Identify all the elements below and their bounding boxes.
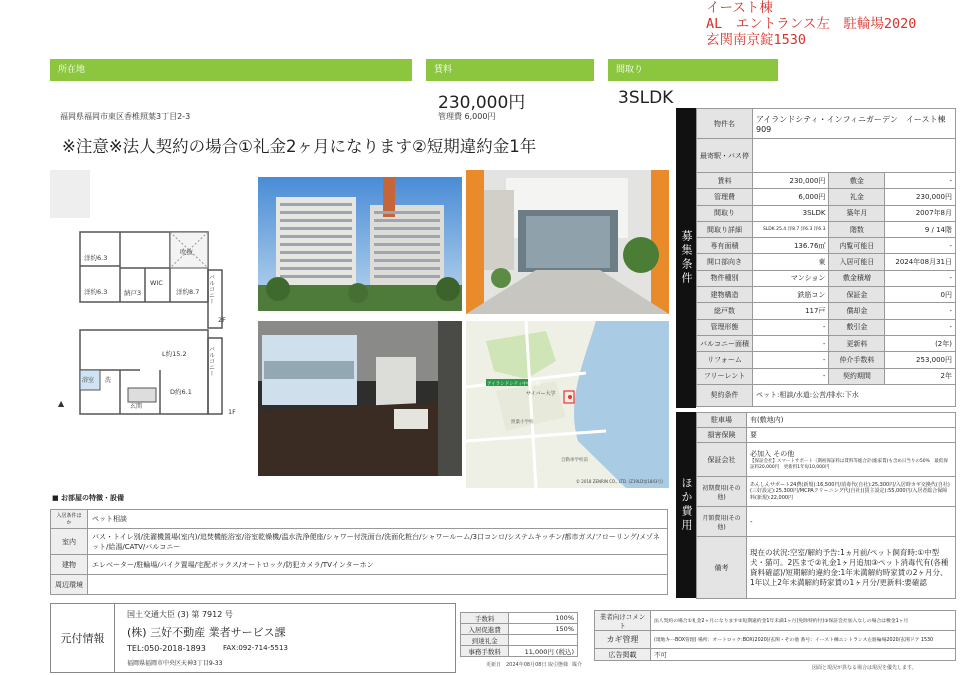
spec-row xyxy=(697,205,956,221)
rent-value: 230,000円 xyxy=(438,93,526,113)
monthly-label: 月額費用(その他) xyxy=(697,507,747,537)
spec-row xyxy=(697,173,956,189)
spec-table xyxy=(696,108,956,407)
location-map[interactable] xyxy=(466,321,669,488)
spec-value: 6,000円 xyxy=(753,189,829,205)
photo-interior xyxy=(258,321,462,476)
updated-date: 更新日 2024年08月08日 xyxy=(486,662,547,668)
spec-row xyxy=(697,319,956,335)
parking-value: 有(敷地内) xyxy=(747,413,956,428)
spec-value: - xyxy=(885,303,956,319)
room-label: バルコニー xyxy=(207,346,215,376)
spec-label: 開口部向き xyxy=(697,254,753,270)
key-value: (現地キーBOX管理) 場所：オートロック:BOX(2020)/玄関・その他 番号：イースト棟エントランス左駐輪場2020/玄関ドア 1530 xyxy=(651,631,956,649)
spec-value: - xyxy=(753,319,829,335)
feature-value: ペット相談 xyxy=(88,510,668,529)
location-header: 所在地 xyxy=(50,59,412,81)
guarantee-value: 必加入 その他 xyxy=(750,449,795,458)
spec-label: 総戸数 xyxy=(697,303,753,319)
monthly-value: - xyxy=(747,507,956,537)
guarantee-detail: 【保証会社】スマートサポート（期初保証料は賃料等総合計(総家賃)も含め日当りの50% 最低保証料20,000円 更新料1年毎10,000円 xyxy=(750,458,948,470)
memo-line-2: AL エントランス左 駐輪場2020 xyxy=(706,16,917,32)
spec-row xyxy=(697,368,956,384)
spec-value: 3SLDK xyxy=(753,205,829,221)
spec-label: 管理形態 xyxy=(697,319,753,335)
spec-value: - xyxy=(753,352,829,368)
spec-label: 償却金 xyxy=(829,303,885,319)
spec-label: 賃料 xyxy=(697,173,753,189)
spec-row xyxy=(697,303,956,319)
feature-label: 周辺環境 xyxy=(51,575,88,595)
ad-value: 不可 xyxy=(651,649,956,661)
conditions-label: 契約条件 xyxy=(697,384,753,406)
spec-label: 築年月 xyxy=(829,205,885,221)
spec-value: 2024年08月31日 xyxy=(885,254,956,270)
parking-label: 駐車場 xyxy=(697,413,747,428)
rent-header: 賃料 xyxy=(426,59,594,81)
room-label: 洗 xyxy=(105,377,112,384)
feature-value xyxy=(88,575,668,595)
spec-value: 2年 xyxy=(885,368,956,384)
spec-label: 入居可能日 xyxy=(829,254,885,270)
map-copyright: © 2018 ZENRIN CO., LTD. (Z19LD第1843号) xyxy=(576,479,663,484)
room-label: D約6.1 xyxy=(170,388,192,396)
spec-label: バルコニー面積 xyxy=(697,335,753,351)
notice-text: ※注意※法人契約の場合①礼金2ヶ月になります②短期違約金1年 xyxy=(62,137,537,156)
fee-label: 到達礼金 xyxy=(461,635,509,646)
other-costs-table xyxy=(696,412,956,599)
fee-label: 手数料 xyxy=(461,613,509,624)
map-label: サイバー大学 xyxy=(526,391,556,397)
spec-label: 敷金 xyxy=(829,173,885,189)
fee-label: 入居促進費 xyxy=(461,624,509,635)
broker-value: 媒介 xyxy=(572,662,583,668)
ad-label: 広告掲載 xyxy=(595,649,651,661)
spec-row xyxy=(697,352,956,368)
guarantee-label: 保証会社 xyxy=(697,443,747,477)
features-table xyxy=(50,509,668,595)
feature-value: バス・トイレ別/洗濯機置場(室内)/追焚機能浴室/浴室乾燥機/温水洗浄便座/シャワー付洗面台/洗面化粧台/シャワールーム/3口コンロ/システムキッチン/都市ガス/フローリング/メゾネット/給湯/CATV/バルコニー xyxy=(88,529,668,555)
layout-header: 間取り xyxy=(608,59,778,81)
map-label: アイランドシティ中央公園 xyxy=(487,382,541,387)
station-value xyxy=(753,139,956,173)
svg-text:▲: ▲ xyxy=(58,399,65,408)
room-label: L約15.2 xyxy=(162,350,187,358)
fee-value: 11,000円 (税込) xyxy=(509,646,578,657)
spec-value: 9 / 14階 xyxy=(885,221,956,237)
spec-row xyxy=(697,221,956,237)
company-address: 福岡県福岡市中央区天神3丁目9-33 xyxy=(127,660,223,667)
company-fax: FAX:092-714-5513 xyxy=(223,644,288,652)
spec-value: 東 xyxy=(753,254,829,270)
spec-value: - xyxy=(885,173,956,189)
broker-info-table xyxy=(594,610,956,661)
company-tel: TEL:050-2018-1893 xyxy=(127,644,206,653)
room-label: 洋約8.7 xyxy=(176,288,200,296)
spec-row xyxy=(697,287,956,303)
comment-value: 法人契約の場合①礼金2ヶ月になります②短期違約金1年未満1ヶ月(免除特約付)③保証会社加入なしの場合は敷金1ヶ月 xyxy=(651,611,956,631)
room-label: WIC xyxy=(150,279,163,287)
spec-value: SLDK 25.4 洋8.7 洋6.3 洋6.3 xyxy=(753,221,829,237)
spec-label: 契約期間 xyxy=(829,368,885,384)
room-label: 浴室 xyxy=(82,377,95,384)
feature-label: 入居条件ほか xyxy=(51,510,88,529)
spec-value: - xyxy=(753,368,829,384)
floor-label: 2F xyxy=(218,316,226,324)
spec-value: 253,000円 xyxy=(885,352,956,368)
hoka-label: ほか費用 xyxy=(676,412,696,598)
spec-row xyxy=(697,238,956,254)
spec-label: 内覧可能日 xyxy=(829,238,885,254)
room-label: 洋約6.3 xyxy=(84,254,108,262)
room-label: 玄関 xyxy=(130,403,143,410)
key-label: カギ管理 xyxy=(595,631,651,649)
spec-value: 0円 xyxy=(885,287,956,303)
spec-label: フリーレント xyxy=(697,368,753,384)
spec-row xyxy=(697,335,956,351)
floor-label: 1F xyxy=(228,408,236,416)
photo-exterior xyxy=(258,177,462,311)
spec-row xyxy=(697,270,956,286)
spec-label: 敷引金 xyxy=(829,319,885,335)
spec-value: 230,000円 xyxy=(885,189,956,205)
boshu-label: 募集条件 xyxy=(676,108,696,408)
layout-value: 3SLDK xyxy=(618,88,674,108)
fee-table xyxy=(460,612,578,657)
broker-label: 取引態様 xyxy=(548,662,569,668)
spec-label: 間取り xyxy=(697,205,753,221)
remarks-value: 現在の状況:空室/解約予告:1ヵ月前/ペット飼育時:①中型犬・猫可。2匹まで②礼金1ヶ月追加③ペット消毒代有(各種資料確認)/短期解約違約金:1年未満解約時家賃の2ヶ月分、1年以上2年未満解約時家賃の1ヶ月分/更新料:要確認 xyxy=(747,537,956,599)
spec-value: マンション xyxy=(753,270,829,286)
agent-label: 元付情報 xyxy=(51,604,115,672)
photo-entrance xyxy=(466,170,669,314)
insurance-value: 要 xyxy=(747,428,956,443)
spec-label: 礼金 xyxy=(829,189,885,205)
spec-label: 階数 xyxy=(829,221,885,237)
spec-label: 敷金積増 xyxy=(829,270,885,286)
memo-line-3: 玄関南京錠1530 xyxy=(706,32,807,48)
company-name: (株) 三好不動産 業者サービス課 xyxy=(127,626,286,639)
spec-label: 物件種別 xyxy=(697,270,753,286)
spec-value: 136.76㎡ xyxy=(753,238,829,254)
spec-label: 専有面積 xyxy=(697,238,753,254)
property-name: アイランドシティ・インフィニガーデン イースト棟 909 xyxy=(753,109,956,139)
initial-value: あんしんサポート24費(新規):16,500円/消毒代(自社):25,300円/入居時カギ交換代(自社)(三好設定):25,300円/MCPAクリーニング代(自社)(賃主設定):55,000円/入居者総合保障料(新規):22,000円 xyxy=(747,477,956,507)
spec-label: 更新料 xyxy=(829,335,885,351)
management-fee: 管理費 6,000円 xyxy=(438,112,496,121)
remarks-label: 備考 xyxy=(697,537,747,599)
room-label: 吹抜 xyxy=(180,248,193,256)
spec-value: (2年) xyxy=(885,335,956,351)
spec-row xyxy=(697,254,956,270)
feature-label: 建物 xyxy=(51,555,88,575)
spec-value: 2007年8月 xyxy=(885,205,956,221)
features-title: ■ お部屋の特徴・設備 xyxy=(52,494,125,502)
spec-label: 建物構造 xyxy=(697,287,753,303)
disclaimer: 図面と現況が異なる場合は現況を優先します。 xyxy=(812,665,917,671)
fee-value xyxy=(509,635,578,646)
conditions-value: ペット:相談/水道:公営/排水:下水 xyxy=(753,384,956,406)
room-label: 納戸3 xyxy=(124,289,142,297)
feature-value: エレベーター/駐輪場/バイク置場/宅配ボックス/オートロック/防犯カメラ/TVインターホン xyxy=(88,555,668,575)
license-no: 国土交通大臣 (3) 第 7912 号 xyxy=(127,610,233,619)
insurance-label: 損害保険 xyxy=(697,428,747,443)
room-label: 洋約6.3 xyxy=(84,288,108,296)
spec-value: 鉄筋コン xyxy=(753,287,829,303)
fee-value: 100% xyxy=(509,613,578,624)
fee-value: 150% xyxy=(509,624,578,635)
memo-note xyxy=(706,0,916,48)
spec-value: - xyxy=(885,319,956,335)
memo-line-1: イースト棟 xyxy=(706,0,773,16)
station-label: 最寄駅・バス停 xyxy=(697,139,753,173)
room-label: バルコニー xyxy=(207,274,215,304)
feature-label: 室内 xyxy=(51,529,88,555)
map-label: 自動車学校前 xyxy=(561,458,588,463)
spec-row xyxy=(697,189,956,205)
spec-value: - xyxy=(753,335,829,351)
spec-label: 管理費 xyxy=(697,189,753,205)
spec-value: 117戸 xyxy=(753,303,829,319)
spec-label: リフォーム xyxy=(697,352,753,368)
comment-label: 業者向けコメント xyxy=(595,611,651,631)
map-label: 照葉小学校 xyxy=(511,420,534,425)
agent-box xyxy=(50,603,456,673)
name-label: 物件名 xyxy=(697,109,753,139)
floorplan xyxy=(50,170,252,426)
spec-value: - xyxy=(885,270,956,286)
spec-label: 間取り詳細 xyxy=(697,221,753,237)
spec-label: 仲介手数料 xyxy=(829,352,885,368)
spec-value: 230,000円 xyxy=(753,173,829,189)
fee-label: 事務手数料 xyxy=(461,646,509,657)
address: 福岡県福岡市東区香椎照葉3丁目2-3 xyxy=(60,112,191,121)
spec-value: - xyxy=(885,238,956,254)
spec-label: 保証金 xyxy=(829,287,885,303)
initial-label: 初期費用(その他) xyxy=(697,477,747,507)
